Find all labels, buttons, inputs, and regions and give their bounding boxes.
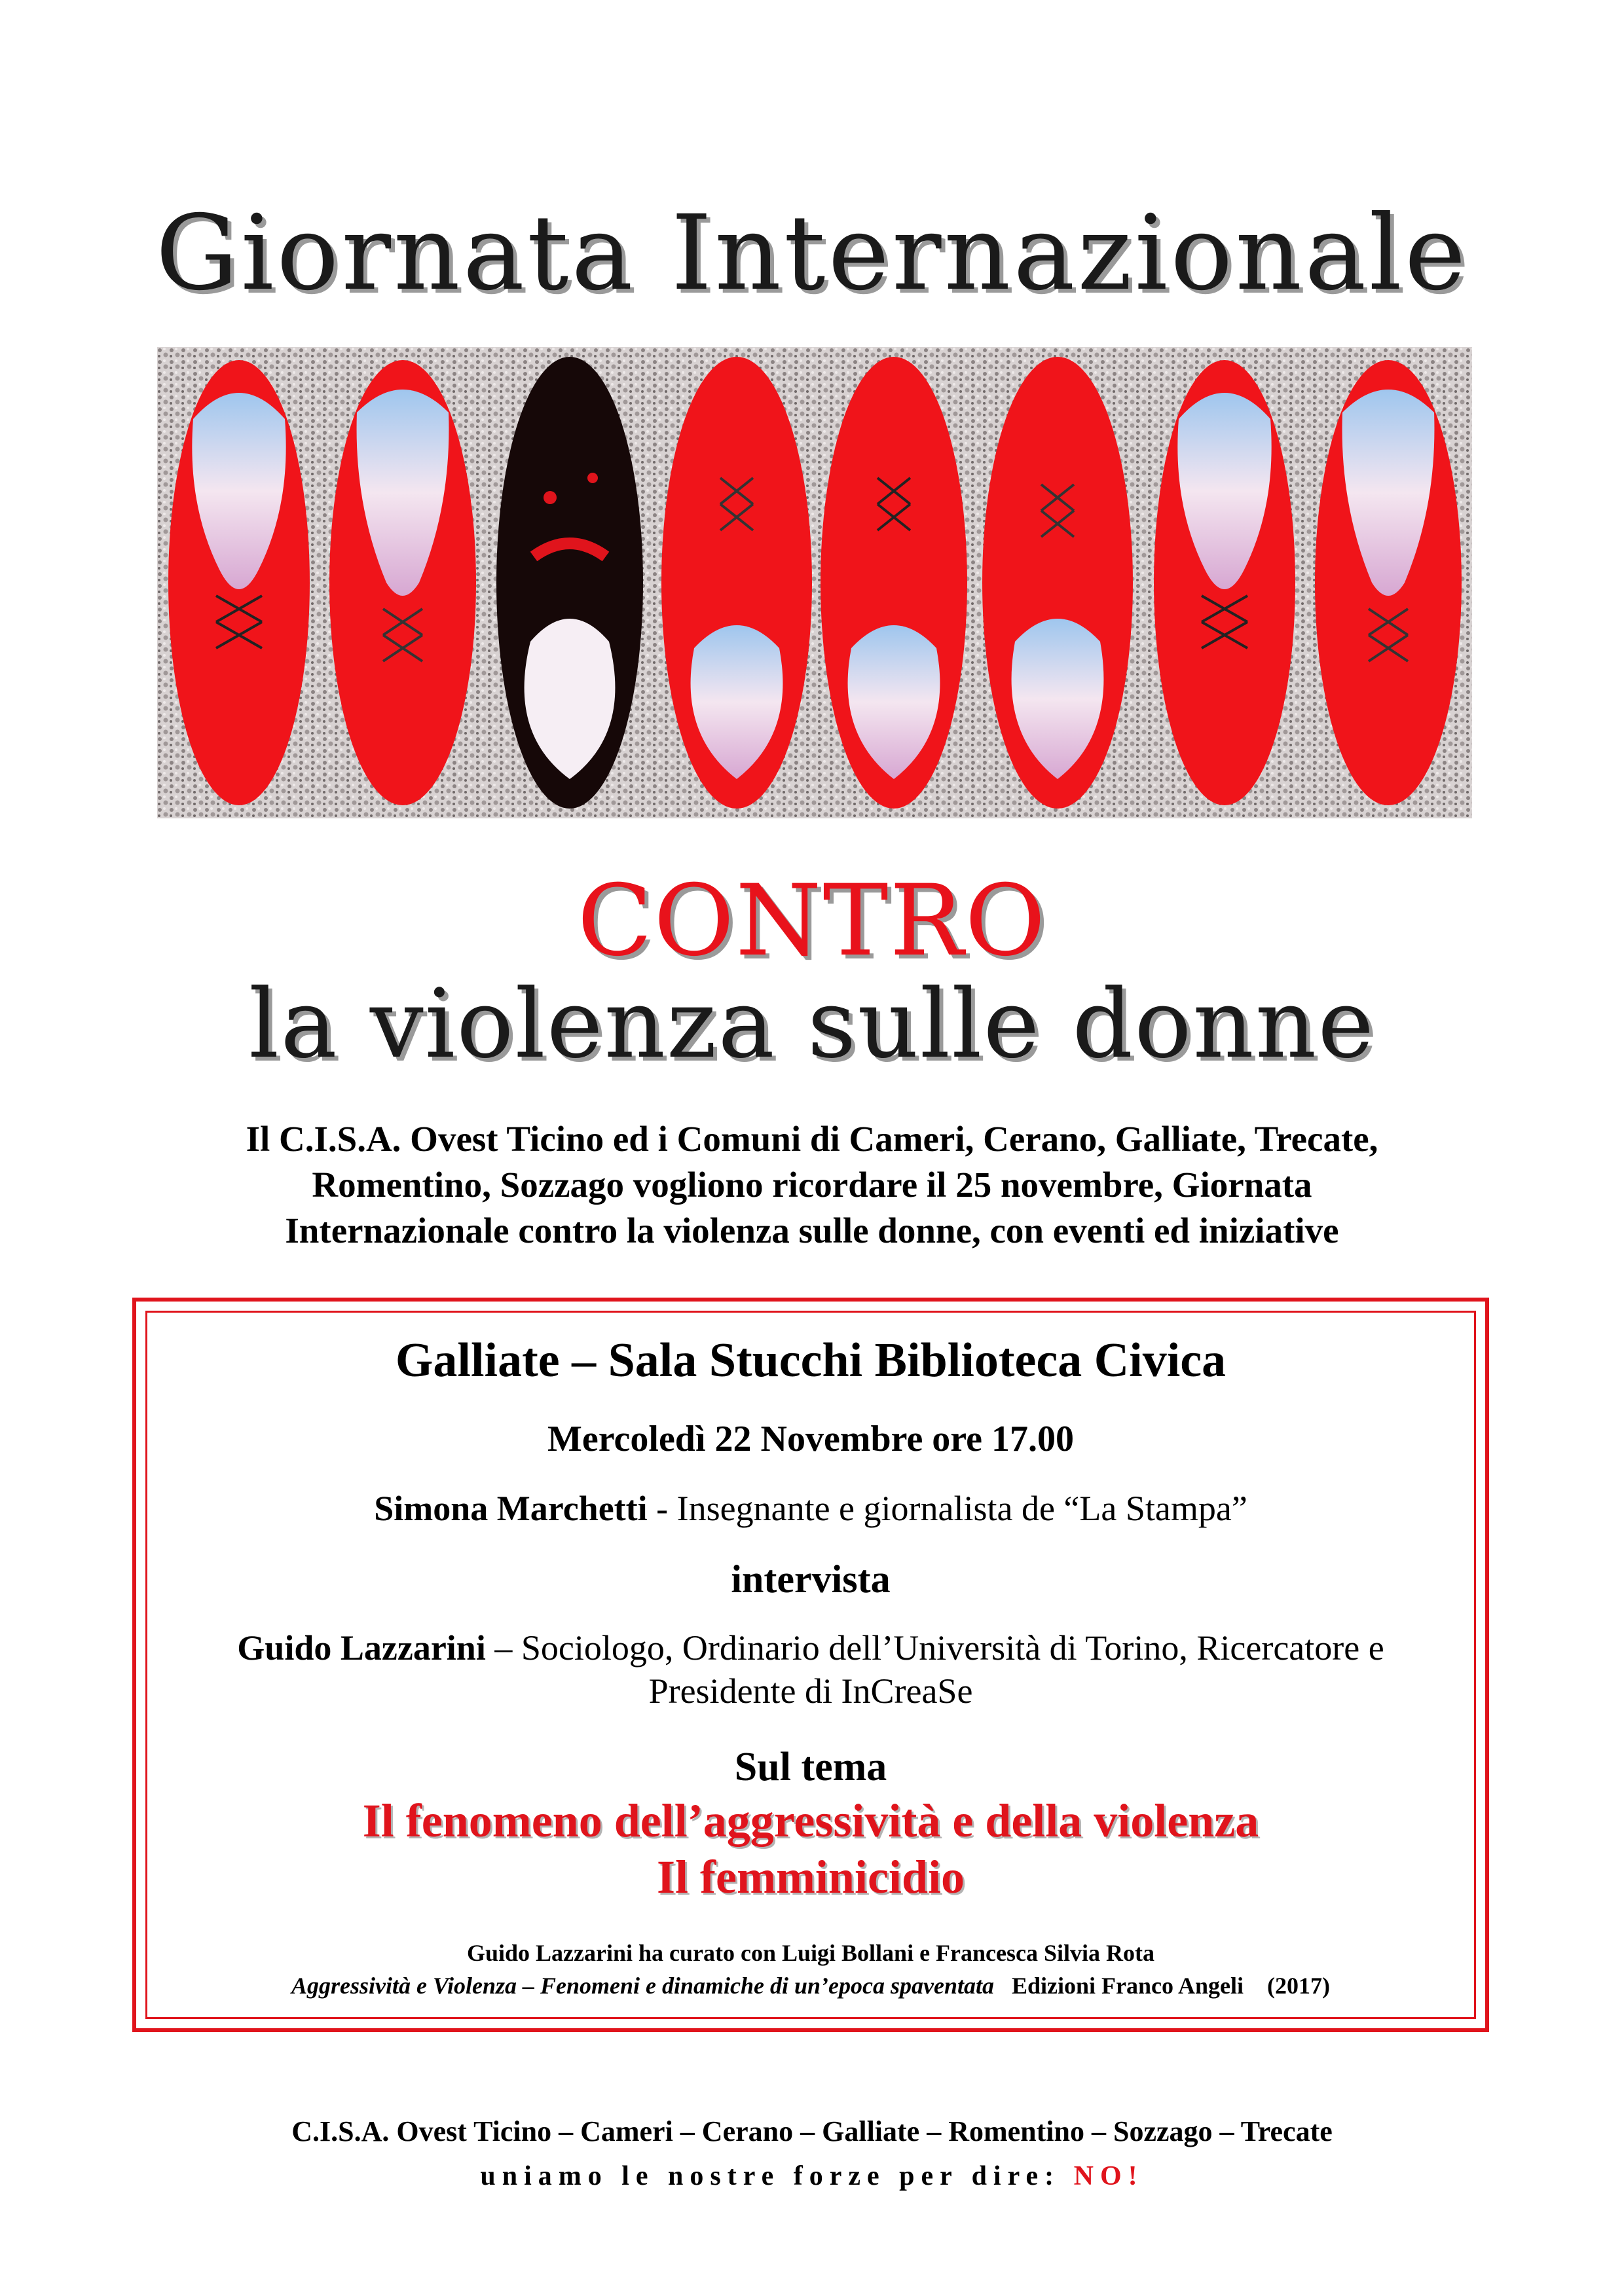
book-credit: Guido Lazzarini ha curato con Luigi Bollani e Francesca Silvia Rota <box>466 1940 1154 1966</box>
speaker-1-name: Simona Marchetti <box>374 1489 648 1528</box>
footer-line-1: C.I.S.A. Ovest Ticino – Cameri – Cerano – Galliate – Romentino – Sozzago – Trecate <box>291 2115 1333 2147</box>
speaker-2-role-line2: Presidente di InCreaSe <box>648 1671 973 1711</box>
speaker-2-role: – Sociologo, Ordinario dell’Università di Torino, Ricercatore e <box>485 1628 1384 1667</box>
intro-line: Internazionale contro la violenza sulle donne, con eventi ed iniziative <box>285 1211 1339 1250</box>
shoe-7 <box>1154 360 1295 805</box>
shoe-4 <box>661 357 812 809</box>
intro-line: Romentino, Sozzago vogliono ricordare il 25 novembre, Giornata <box>312 1165 1312 1205</box>
book-reference <box>136 1972 1485 1999</box>
speaker-1-role: - Insegnante e giornalista de “La Stampa” <box>647 1489 1247 1528</box>
subtitle: la violenza sulle donne <box>248 969 1376 1080</box>
event-date: Mercoledì 22 Novembre ore 17.00 <box>547 1419 1074 1459</box>
shoe-8 <box>1315 360 1462 805</box>
intro-line: Il C.I.S.A. Ovest Ticino ed i Comuni di Cameri, Cerano, Galliate, Trecate, <box>246 1119 1378 1159</box>
book-title: Aggressività e Violenza – Fenomeni e dinamiche di un’epoca spaventata <box>291 1973 994 1999</box>
tema-line-1: Il fenomeno dell’aggressività e della violenza <box>362 1795 1259 1847</box>
red-shoes-image <box>157 347 1472 818</box>
shoe-3 <box>496 357 643 809</box>
headline: CONTRO <box>577 864 1047 978</box>
intervista-label: intervista <box>731 1558 891 1601</box>
footer-slogan: uniamo le nostre forze per dire: <box>480 2161 1074 2191</box>
tema-label: Sul tema <box>734 1745 887 1789</box>
shoe-6 <box>982 357 1133 809</box>
event-box <box>132 1298 1489 2032</box>
shoe-5 <box>821 357 967 809</box>
book-publisher: Edizioni Franco Angeli (2017) <box>994 1973 1330 1999</box>
page-title: Giornata Internazionale <box>155 193 1469 314</box>
speaker-2 <box>136 1626 1485 1713</box>
footer-no: NO! <box>1073 2161 1144 2191</box>
shoe-1 <box>168 360 310 805</box>
event-venue: Galliate – Sala Stucchi Biblioteca Civica <box>395 1334 1227 1387</box>
intro-paragraph <box>0 1116 1624 1254</box>
shoe-2 <box>329 360 476 805</box>
footer-line-2 <box>0 2160 1624 2192</box>
speaker-1 <box>136 1488 1485 1529</box>
tema-line-2: Il femminicidio <box>657 1851 965 1903</box>
speaker-2-name: Guido Lazzarini <box>237 1628 486 1667</box>
